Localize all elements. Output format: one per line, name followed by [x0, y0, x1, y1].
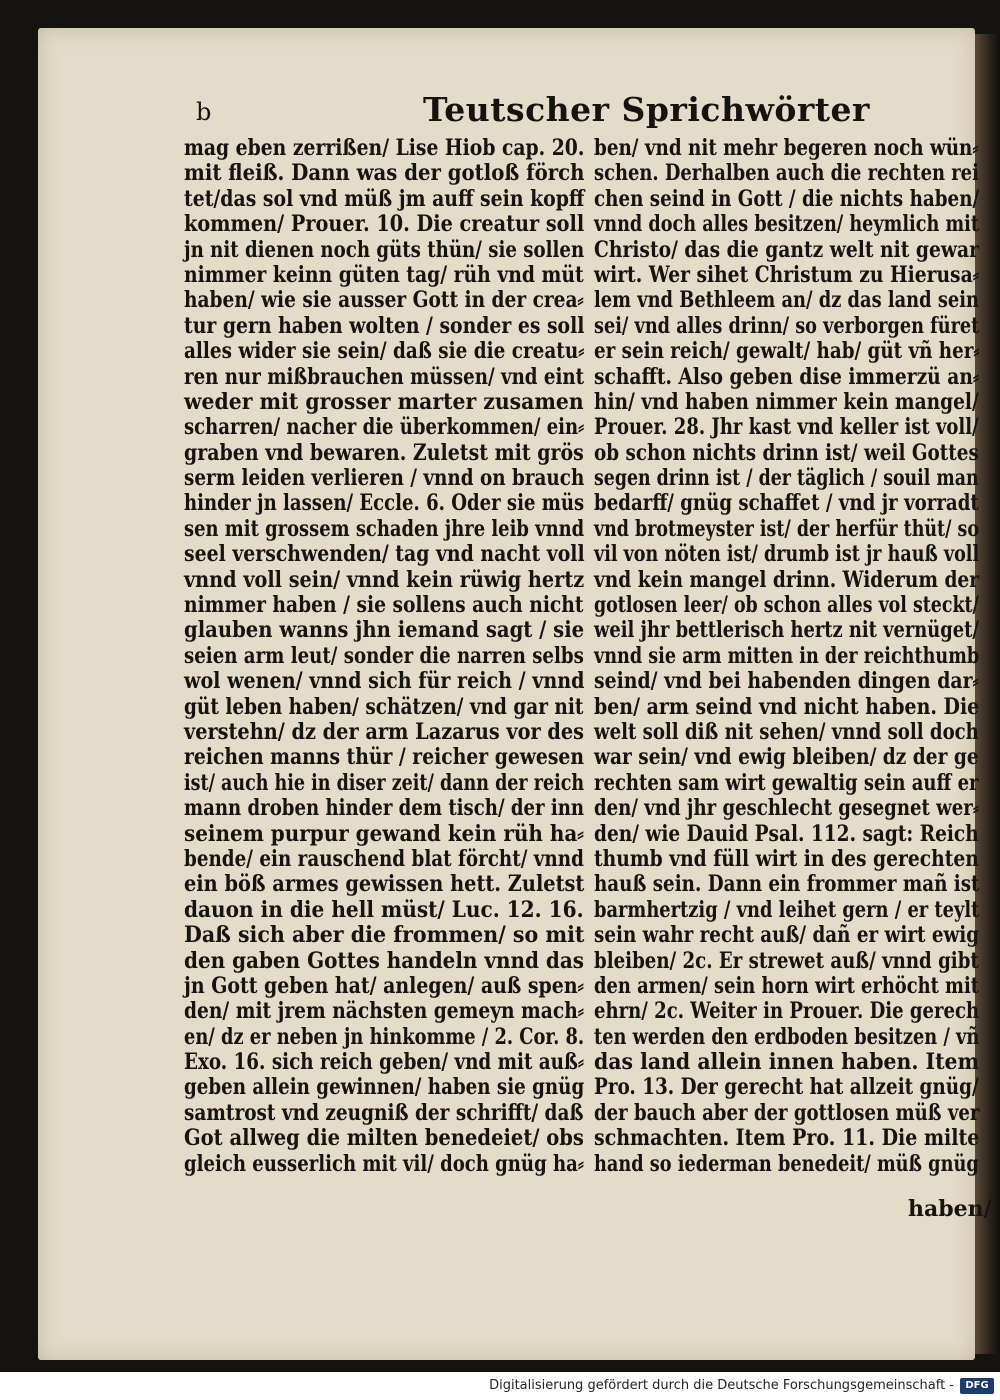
text-line: ben/ arm seind vnd nicht haben. Die [594, 693, 980, 720]
text-line: sen mit grossem schaden jhre leib vnnd [184, 515, 585, 542]
catchword: haben/ [908, 1196, 992, 1222]
text-line: bedarff/ gnüg schaffet / vnd jr vorradt [594, 490, 979, 517]
dfg-logo-icon: DFG [960, 1378, 994, 1394]
text-line: chen seind in Gott / die nichts haben/ [594, 185, 980, 212]
running-title: Teutscher Sprichwörter [423, 90, 870, 129]
text-line: Prouer. 28. Jhr kast vnd keller ist voll/ [594, 414, 979, 441]
text-line: hin/ vnd haben nimmer kein mangel/ [594, 388, 979, 415]
text-line: samtrost vnd zeugniß der schrifft/ daß [184, 1099, 584, 1126]
text-line: den/ wie Dauid Psal. 112. sagt: Reich [594, 820, 979, 847]
text-line: hand so iederman benedeit/ müß gnüg [594, 1150, 979, 1177]
text-line: seel verschwenden/ tag vnd nacht voll [184, 541, 585, 568]
text-line: der bauch aber der gottlosen müß ver [594, 1099, 980, 1126]
text-line: ten werden den erdboden besitzen / vñ [594, 1023, 980, 1050]
text-line: den/ vnd jhr geschlecht gesegnet wer⸗ [594, 795, 979, 822]
text-line: den armen/ sein horn wirt erhöcht mit [594, 972, 980, 999]
text-line: sein wahr recht auß/ dañ er wirt ewig [594, 922, 980, 949]
text-line: wirt. Wer sihet Christum zu Hierusa⸗ [594, 261, 979, 288]
funding-credit: Digitalisierung gefördert durch die Deutsche Forschungsgemeinschaft - [489, 1378, 954, 1393]
text-line: vnnd voll sein/ vnnd kein rüwig hertz [184, 566, 585, 593]
text-line: graben vnd bewaren. Zuletst mit grös [184, 439, 584, 466]
text-line: schmachten. Item Pro. 11. Die milte [594, 1125, 980, 1152]
text-line: ein böß armes gewissen hett. Zuletst [184, 871, 585, 898]
text-line: segen drinn ist / der täglich / souil man [594, 465, 979, 492]
text-line: nimmer keinn güten tag/ rüh vnd müt [184, 261, 584, 288]
text-line: barmhertzig / vnd leihet gern / er teylt [594, 896, 980, 923]
text-line: güt leben haben/ schätzen/ vnd gar nit [184, 693, 584, 720]
text-line: mit fleiß. Dann was der gotloß förch [184, 160, 585, 187]
text-line: welt soll diß nit sehen/ vnnd soll doch [594, 718, 979, 745]
text-line: tet/das sol vnd müß jm auff sein kopff [184, 185, 585, 212]
text-line: den gaben Gottes handeln vnnd das [184, 947, 585, 974]
text-line: reichen manns thür / reicher gewesen [184, 744, 585, 771]
text-line: bleiben/ 2c. Er strewet auß/ vnnd gibt [594, 947, 979, 974]
text-line: seien arm leut/ sonder die narren selbs [184, 642, 584, 669]
text-line: das land allein innen haben. Item [594, 1049, 980, 1076]
text-line: nimmer haben / sie sollens auch nicht [184, 592, 584, 619]
text-line: ehrn/ 2c. Weiter in Prouer. Die gerech [594, 998, 980, 1025]
text-line: lem vnd Bethleem an/ dz das land sein [594, 287, 979, 314]
text-line: sei/ vnd alles drinn/ so verborgen füret [594, 312, 980, 339]
text-line: thumb vnd füll wirt in des gerechten [594, 845, 979, 872]
text-line: mag eben zerrißen/ Lise Hiob cap. 20. [184, 135, 585, 161]
text-line: Daß sich aber die frommen/ so mit [184, 922, 585, 949]
text-line: schen. Derhalben auch die rechten rei [594, 160, 979, 187]
text-line: Exo. 16. sich reich geben/ vnd mit auß⸗ [184, 1049, 585, 1076]
book-page [38, 28, 992, 1360]
folio-mark: b [196, 98, 212, 126]
text-line: jn nit dienen noch güts thün/ sie sollen [184, 236, 585, 263]
text-line: glauben wanns jhn iemand sagt / sie [184, 617, 585, 644]
text-line: vil von nöten ist/ drumb ist jr hauß voll [594, 541, 980, 568]
text-line: alles wider sie sein/ daß sie die creatu⸗ [184, 338, 585, 365]
text-line: rechten sam wirt gewaltig sein auff er [594, 769, 979, 796]
text-line: verstehn/ dz der arm Lazarus vor des [184, 718, 585, 745]
text-line: serm leiden verlieren / vnnd on brauch [184, 465, 585, 492]
text-line: bende/ ein rauschend blat förcht/ vnnd [184, 845, 584, 872]
text-line: Christo/ das die gantz welt nit gewar [594, 236, 979, 263]
text-line: vnnd doch alles besitzen/ heymlich mit [594, 211, 979, 238]
text-line: er sein reich/ gewalt/ hab/ güt vñ her⸗ [594, 338, 980, 365]
text-line: en/ dz er neben jn hinkomme / 2. Cor. 8. [184, 1023, 585, 1050]
digitization-footer [0, 1372, 1000, 1400]
text-line: haben/ wie sie ausser Gott in der crea⸗ [184, 287, 584, 314]
text-line: hauß sein. Dann ein frommer mañ ist [594, 871, 980, 898]
text-line: den/ mit jrem nächsten gemeyn mach⸗ [184, 998, 584, 1025]
text-line: ob schon nichts drinn ist/ weil Gottes [594, 439, 979, 466]
text-line: jn Gott geben hat/ anlegen/ auß spen⸗ [184, 972, 584, 999]
text-line: geben allein gewinnen/ haben sie gnüg [184, 1074, 585, 1101]
text-line: ben/ vnd nit mehr begeren noch wün⸗ [594, 135, 979, 161]
text-line: tur gern haben wolten / sonder es soll [184, 312, 585, 339]
text-line: wol wenen/ vnnd sich für reich / vnnd [184, 668, 585, 695]
text-line: vnd brotmeyster ist/ der herfür thüt/ so [594, 515, 979, 542]
text-line: ist/ auch hie in diser zeit/ dann der reich [184, 769, 585, 796]
text-line: weil jhr bettlerisch hertz nit vernüget/ [594, 617, 979, 644]
text-line: Pro. 13. Der gerecht hat allzeit gnüg/ [594, 1074, 979, 1101]
text-line: weder mit grosser marter zusamen [184, 388, 584, 415]
text-line: vnd kein mangel drinn. Widerum der [594, 566, 980, 593]
text-line: hinder jn lassen/ Eccle. 6. Oder sie müs [184, 490, 585, 517]
text-line: vnnd sie arm mitten in der reichthumb [594, 642, 980, 669]
text-line: kommen/ Prouer. 10. Die creatur soll [184, 211, 585, 238]
text-line: schafft. Also geben dise immerzü an⸗ [594, 363, 980, 390]
text-line: war sein/ vnd ewig bleiben/ dz der ge [594, 744, 979, 771]
text-line: Got allweg die milten benedeiet/ obs [184, 1125, 584, 1152]
right-text-column [594, 136, 979, 1177]
text-line: dauon in die hell müst/ Luc. 12. 16. [184, 896, 584, 923]
text-line: seind/ vnd bei habenden dingen dar⸗ [594, 668, 979, 695]
text-line: seinem purpur gewand kein rüh ha⸗ [184, 820, 584, 847]
text-line: ren nur mißbrauchen müssen/ vnd eint [184, 363, 585, 390]
text-line: mann droben hinder dem tisch/ der inn [184, 795, 585, 822]
text-line: gleich eusserlich mit vil/ doch gnüg ha⸗ [184, 1150, 584, 1177]
left-text-column [184, 136, 584, 1177]
text-line: gotlosen leer/ ob schon alles vol steckt/ [594, 592, 979, 619]
text-line: scharren/ nacher die überkommen/ ein⸗ [184, 414, 585, 441]
